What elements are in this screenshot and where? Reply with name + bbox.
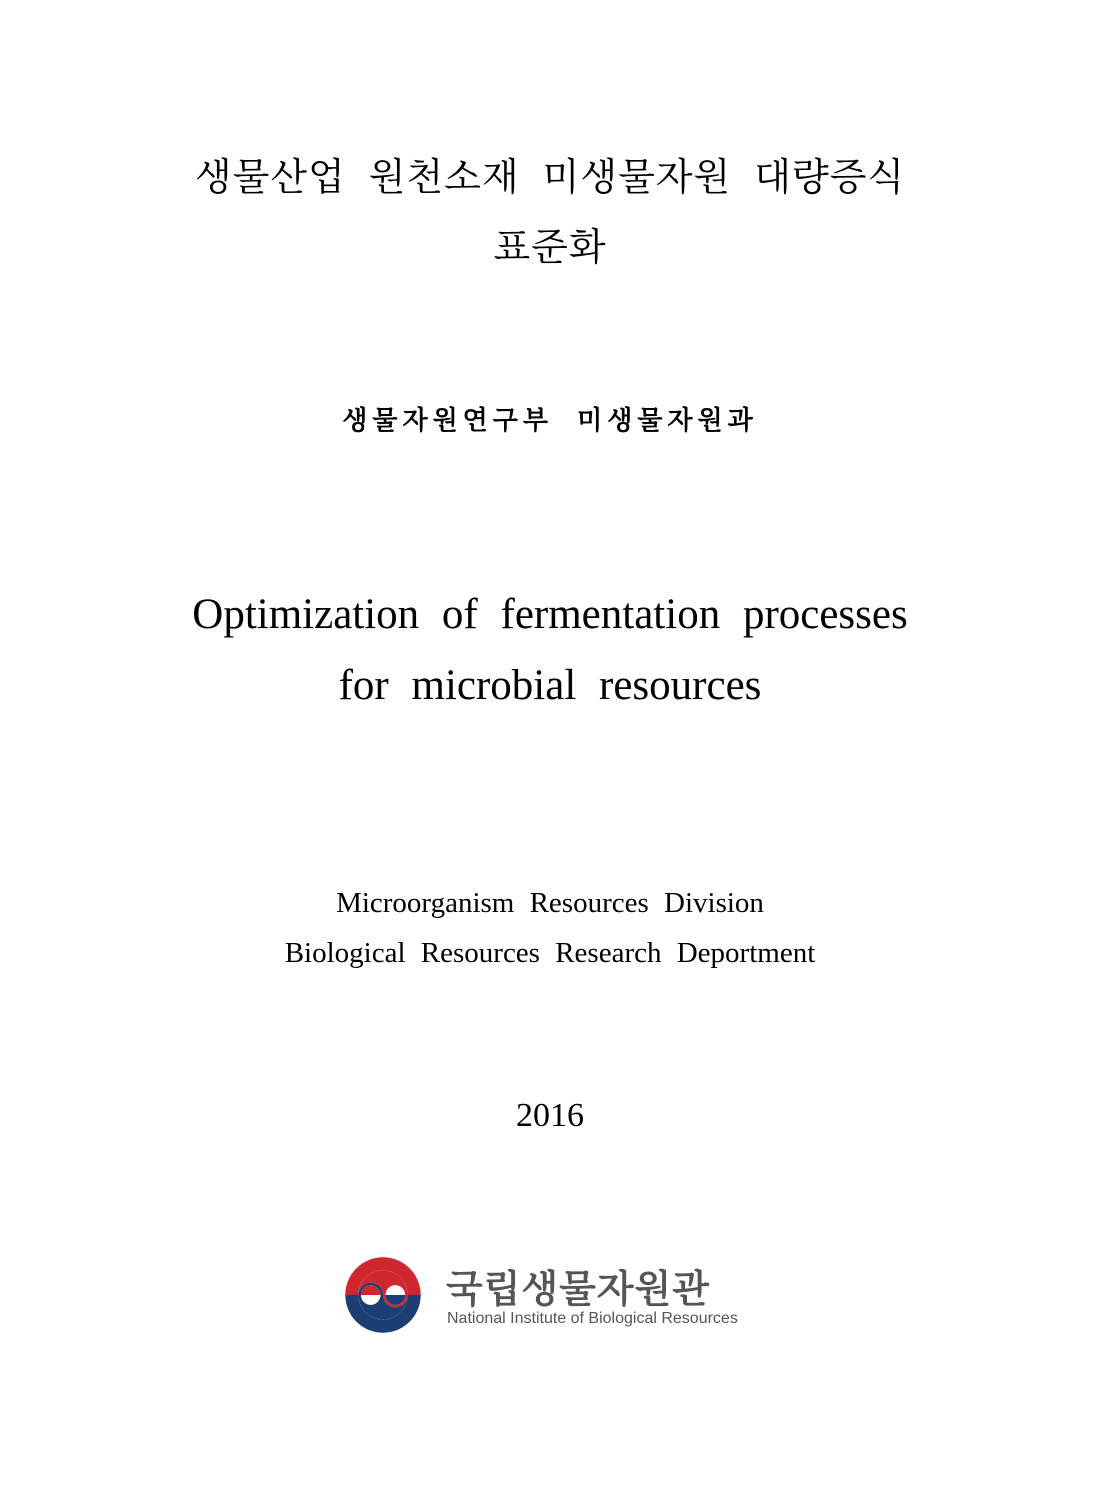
institute-logo (342, 1252, 772, 1338)
korean-title-line-2: 표준화 (493, 225, 607, 269)
institute-name-korean: 국립생물자원관 (446, 1267, 710, 1311)
institute-name-english: National Institute of Biological Resources (447, 1310, 738, 1327)
english-title-line-2: for microbial resources (338, 662, 762, 709)
english-division-line: Microorganism Resources Division (336, 887, 764, 919)
korean-title-line-1: 생물산업 원천소재 미생물자원 대량증식 (194, 155, 906, 199)
publication-year: 2016 (516, 1097, 584, 1134)
english-department-line: Biological Resources Research Deportment (284, 937, 816, 969)
korean-department: 생물자원연구부 미생물자원과 (342, 406, 758, 436)
taegeuk-emblem-icon (342, 1254, 424, 1336)
english-title-line-1: Optimization of fermentation processes (192, 591, 908, 638)
